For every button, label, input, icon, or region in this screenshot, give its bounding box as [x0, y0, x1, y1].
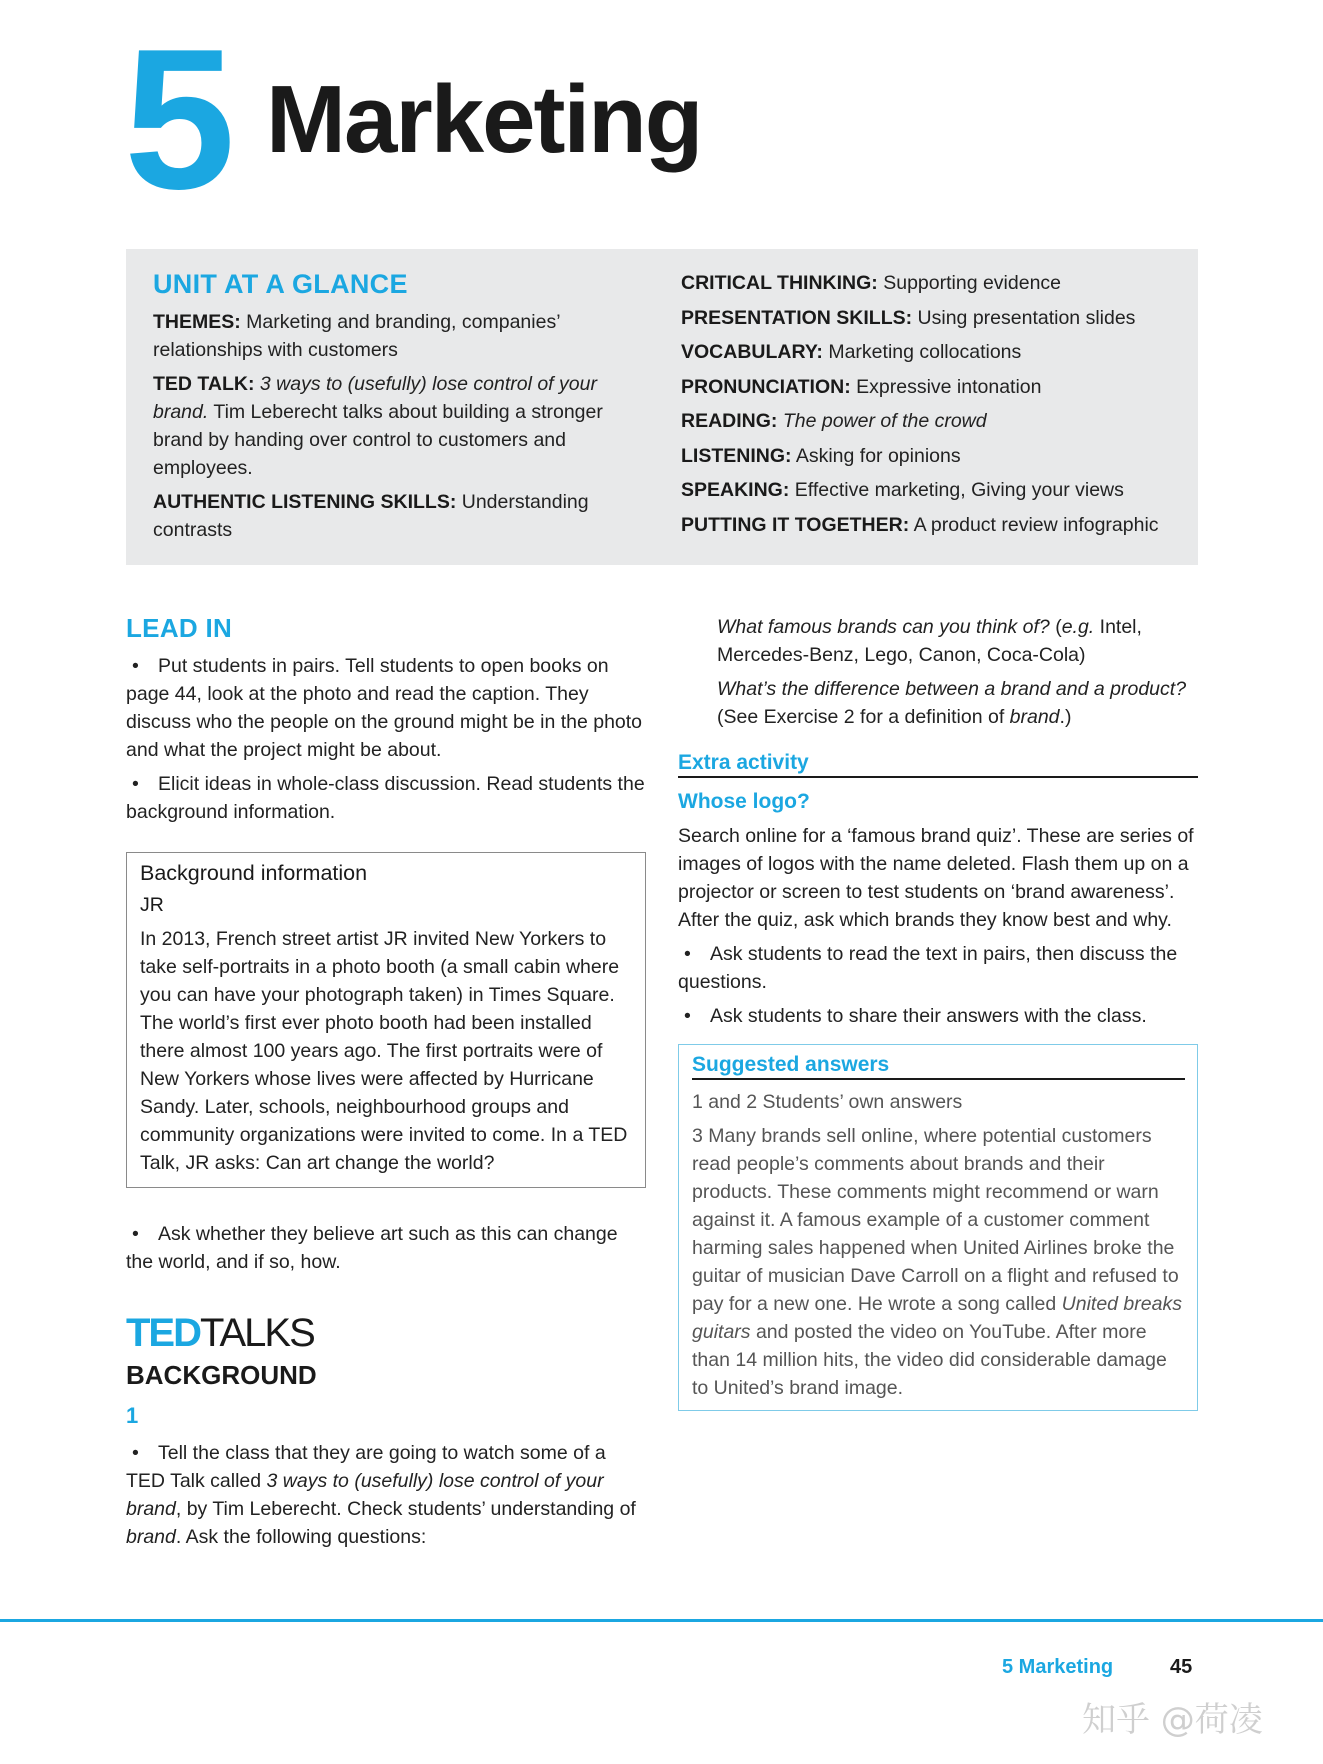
- extra-activity-text: Search online for a ‘famous brand quiz’. These are series of images of logos with the name deleted. Flash them up on a projector or screen to test students on ‘brand awareness’. After the quiz, ask which brands they know best and why.: [678, 825, 1194, 931]
- answer-1-2: 1 and 2 Students’ own answers: [692, 1091, 963, 1113]
- glance-critical-thinking: CRITICAL THINKING: Supporting evidence: [681, 272, 1062, 294]
- glance-authentic-listening: AUTHENTIC LISTENING SKILLS: Understanding contrasts: [153, 491, 589, 541]
- answer-3: 3 Many brands sell online, where potential customers read people’s comments about brands and their products. These comments might recommend or warn against it. A famous example of a customer comment harming sales happened when United Airlines broke the guitar of musician Dave Carroll on a flight and refused to pay for a new one. He wrote a song called United breaks guitars and posted the video on YouTube. After more than 14 million hits, the video did considerable damage to United’s brand image.: [692, 1125, 1182, 1399]
- glance-themes: THEMES: Marketing and branding, companies’ relationships with customers: [153, 311, 560, 361]
- glance-listening: LISTENING: Asking for opinions: [681, 444, 961, 467]
- suggested-answers-box: [678, 1044, 1198, 1411]
- ted-talk-bullet: • Tell the class that they are going to watch some of a TED Talk called 3 ways to (usefully) lose control of your brand, by Tim Leberecht. Check students’ understanding of brand. Ask the following questions:: [126, 1439, 646, 1551]
- question-1: What famous brands can you think of? (e.g. Intel, Mercedes-Benz, Lego, Canon, Coca-Cola): [717, 616, 1142, 666]
- unit-at-a-glance-box: [126, 249, 1198, 565]
- background-box-title: Background information: [140, 861, 368, 885]
- ted-talks-logo: TEDTALKS: [126, 1311, 314, 1355]
- page-title: Marketing: [266, 66, 702, 173]
- suggested-answers-heading: Suggested answers: [692, 1053, 1185, 1080]
- unit-number: 5: [124, 8, 230, 231]
- footer-unit-label: 5 Marketing: [1002, 1656, 1114, 1678]
- lead-in-bullet-2: • Elicit ideas in whole-class discussion. Read students the background information.: [126, 770, 646, 826]
- glance-reading: READING: The power of the crowd: [681, 410, 987, 432]
- art-question-bullet: • Ask whether they believe art such as this can change the world, and if so, how.: [126, 1220, 646, 1276]
- glance-ted-talk: TED TALK: 3 ways to (usefully) lose control of your brand. Tim Leberecht talks about building a stronger brand by handing over control to customers and employees.: [153, 373, 603, 479]
- whose-logo-heading: Whose logo?: [678, 790, 810, 813]
- glance-heading: UNIT AT A GLANCE: [153, 269, 408, 299]
- glance-vocabulary: VOCABULARY: Marketing collocations: [681, 341, 1022, 363]
- footer-rule: [0, 1619, 1323, 1622]
- extra-activity-bullet-1: • Ask students to read the text in pairs, then discuss the questions.: [678, 940, 1198, 996]
- watermark: 知乎 @荷凌: [1082, 1700, 1263, 1740]
- right-column: [678, 613, 1198, 1411]
- glance-pronunciation: PRONUNCIATION: Expressive intonation: [681, 375, 1042, 398]
- background-heading: BACKGROUND: [126, 1360, 317, 1390]
- background-box-name: JR: [140, 894, 164, 916]
- lead-in-heading: LEAD IN: [126, 613, 233, 643]
- question-2: What’s the difference between a brand and a product? (See Exercise 2 for a definition of brand.): [717, 678, 1187, 728]
- exercise-number: 1: [126, 1403, 139, 1428]
- glance-presentation-skills: PRESENTATION SKILLS: Using presentation slides: [681, 306, 1136, 329]
- extra-activity-heading: Extra activity: [678, 751, 1198, 778]
- extra-activity-bullet-2: • Ask students to share their answers with the class.: [678, 1002, 1198, 1030]
- glance-right-column: [681, 269, 1191, 545]
- glance-putting-it-together: PUTTING IT TOGETHER: A product review infographic: [681, 513, 1159, 536]
- left-column: [126, 613, 646, 1557]
- page-number: 45: [1170, 1656, 1193, 1678]
- background-box-text: In 2013, French street artist JR invited New Yorkers to take self-portraits in a photo booth (a small cabin where you can have your photograph taken) in Times Square. The world’s first ever photo booth had been installed there almost 100 years ago. The first portraits were of New Yorkers whose lives were affected by Hurricane Sandy. Later, schools, neighbourhood groups and community organizations were invited to come. In a TED Talk, JR asks: Can art change the world?: [140, 928, 628, 1174]
- lead-in-bullet-1: • Put students in pairs. Tell students to open books on page 44, look at the photo and read the caption. They discuss who the people on the ground might be in the photo and what the project might be about.: [126, 652, 646, 764]
- glance-speaking: SPEAKING: Effective marketing, Giving your views: [681, 479, 1124, 501]
- glance-left-column: [153, 269, 628, 550]
- background-information-box: [126, 852, 646, 1188]
